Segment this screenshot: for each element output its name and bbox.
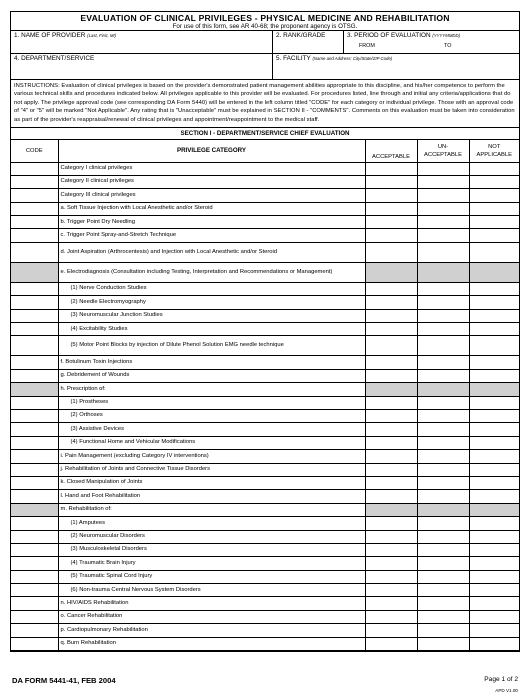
table-header-row (11, 140, 519, 162)
privilege-row (11, 229, 519, 242)
unacceptable-column-header (417, 140, 469, 162)
acceptable-cell[interactable] (365, 296, 417, 309)
acceptable-cell[interactable] (365, 202, 417, 215)
code-cell[interactable] (11, 323, 58, 336)
not-applicable-cell[interactable] (469, 557, 519, 570)
privilege-label: q. Burn Rehabilitation (58, 637, 365, 650)
privilege-label: (3) Assistive Devices (58, 423, 365, 436)
not-applicable-cell[interactable] (469, 410, 519, 423)
rank-grade-field[interactable] (273, 31, 344, 53)
form-header (11, 12, 519, 31)
not-applicable-cell[interactable] (469, 597, 519, 610)
privilege-label: Category I clinical privileges (58, 162, 365, 175)
privilege-label: o. Cancer Rehabilitation (58, 610, 365, 623)
privilege-row (11, 369, 519, 382)
acceptable-cell[interactable] (365, 356, 417, 369)
code-cell[interactable] (11, 282, 58, 295)
acceptable-cell[interactable] (365, 282, 417, 295)
privilege-row (11, 202, 519, 215)
privilege-label: (5) Traumatic Spinal Cord Injury (58, 570, 365, 583)
privilege-row (11, 296, 519, 309)
acceptable-cell[interactable] (365, 503, 417, 516)
privilege-row (11, 490, 519, 503)
not-applicable-cell[interactable] (469, 543, 519, 556)
not-applicable-cell[interactable] (469, 530, 519, 543)
section-title: SECTION I - DEPARTMENT/SERVICE CHIEF EVALUATION (11, 128, 519, 140)
unacceptable-cell[interactable] (417, 369, 469, 382)
unacceptable-cell[interactable] (417, 503, 469, 516)
privilege-row (11, 162, 519, 175)
period-to-label: TO (444, 43, 452, 49)
privilege-label: l. Hand and Foot Rehabilitation (58, 490, 365, 503)
acceptable-cell[interactable] (365, 490, 417, 503)
privilege-label: (6) Non-trauma Central Nervous System Disorders (58, 584, 365, 597)
not-applicable-cell[interactable] (469, 336, 519, 356)
unacceptable-cell[interactable] (417, 296, 469, 309)
privilege-row (11, 597, 519, 610)
privilege-row (11, 336, 519, 356)
code-cell[interactable] (11, 570, 58, 583)
acceptable-cell[interactable] (365, 597, 417, 610)
code-cell[interactable] (11, 557, 58, 570)
acceptable-cell[interactable] (365, 450, 417, 463)
code-cell[interactable] (11, 450, 58, 463)
not-applicable-cell[interactable] (469, 637, 519, 650)
privilege-label: i. Pain Management (excluding Category IV interventions) (58, 450, 365, 463)
not-applicable-cell[interactable] (469, 282, 519, 295)
privilege-row (11, 503, 519, 516)
not-applicable-label-line2: APPLICABLE (476, 151, 512, 158)
not-applicable-label-line1: NOT (488, 143, 501, 150)
unacceptable-label-line1: UN- (437, 143, 449, 150)
privilege-row (11, 557, 519, 570)
apd-version: APD V1.00 (495, 688, 518, 693)
unacceptable-cell[interactable] (417, 262, 469, 282)
privilege-label: h. Prescription of: (58, 383, 365, 396)
privilege-label: n. HIV/AIDS Rehabilitation (58, 597, 365, 610)
unacceptable-cell[interactable] (417, 597, 469, 610)
privilege-label: (2) Neuromuscular Disorders (58, 530, 365, 543)
unacceptable-cell[interactable] (417, 356, 469, 369)
form-title: EVALUATION OF CLINICAL PRIVILEGES - PHYSICAL MEDICINE AND REHABILITATION (80, 13, 450, 23)
acceptable-cell[interactable] (365, 436, 417, 449)
code-cell[interactable] (11, 503, 58, 516)
not-applicable-cell[interactable] (469, 503, 519, 516)
code-cell[interactable] (11, 530, 58, 543)
acceptable-cell[interactable] (365, 423, 417, 436)
unacceptable-cell[interactable] (417, 476, 469, 489)
privileges-table-body (11, 162, 519, 651)
code-cell[interactable] (11, 189, 58, 202)
provider-name-field[interactable] (11, 31, 273, 53)
code-cell[interactable] (11, 242, 58, 262)
code-column-header: CODE (11, 140, 58, 162)
privilege-row (11, 309, 519, 322)
period-hint: (YYYYMMDD) (432, 33, 461, 38)
unacceptable-label-line2: ACCEPTABLE (424, 151, 462, 158)
privilege-row (11, 282, 519, 295)
privilege-label: (1) Amputees (58, 517, 365, 530)
unacceptable-cell[interactable] (417, 410, 469, 423)
privilege-label: (3) Neuromuscular Junction Studies (58, 309, 365, 322)
privilege-label: c. Trigger Point Spray-and-Stretch Technique (58, 229, 365, 242)
code-cell[interactable] (11, 423, 58, 436)
department-facility-row (11, 54, 519, 80)
acceptable-cell[interactable] (365, 336, 417, 356)
acceptable-cell[interactable] (365, 463, 417, 476)
privilege-row (11, 584, 519, 597)
not-applicable-cell[interactable] (469, 490, 519, 503)
acceptable-cell[interactable] (365, 530, 417, 543)
page-number: Page 1 of 2 (484, 676, 518, 683)
acceptable-cell[interactable] (365, 637, 417, 650)
facility-field[interactable] (273, 54, 519, 79)
not-applicable-cell[interactable] (469, 423, 519, 436)
privilege-row (11, 463, 519, 476)
code-cell[interactable] (11, 162, 58, 175)
unacceptable-cell[interactable] (417, 309, 469, 322)
form-number: DA FORM 5441-41, FEB 2004 (12, 676, 116, 685)
unacceptable-cell[interactable] (417, 189, 469, 202)
unacceptable-cell[interactable] (417, 436, 469, 449)
privilege-row (11, 530, 519, 543)
not-applicable-cell[interactable] (469, 436, 519, 449)
provider-info-row (11, 31, 519, 54)
privilege-label: e. Electrodiagnosis (Consultation including Testing, Interpretation and Recommendations or Management) (58, 262, 365, 282)
code-cell[interactable] (11, 216, 58, 229)
unacceptable-cell[interactable] (417, 423, 469, 436)
acceptable-cell[interactable] (365, 557, 417, 570)
acceptable-cell[interactable] (365, 323, 417, 336)
privilege-row (11, 410, 519, 423)
not-applicable-cell[interactable] (469, 476, 519, 489)
privilege-label: (1) Prostheses (58, 396, 365, 409)
code-cell[interactable] (11, 610, 58, 623)
not-applicable-cell[interactable] (469, 610, 519, 623)
code-cell[interactable] (11, 396, 58, 409)
not-applicable-cell[interactable] (469, 383, 519, 396)
not-applicable-cell[interactable] (469, 356, 519, 369)
code-cell[interactable] (11, 517, 58, 530)
unacceptable-cell[interactable] (417, 624, 469, 637)
acceptable-cell[interactable] (365, 543, 417, 556)
privilege-label: a. Soft Tissue Injection with Local Anesthetic and/or Steroid (58, 202, 365, 215)
evaluation-form (10, 11, 520, 652)
code-cell[interactable] (11, 336, 58, 356)
unacceptable-cell[interactable] (417, 517, 469, 530)
privilege-label: b. Trigger Point Dry Needling (58, 216, 365, 229)
not-applicable-cell[interactable] (469, 517, 519, 530)
not-applicable-cell[interactable] (469, 189, 519, 202)
department-label: 4. DEPARTMENT/SERVICE (14, 55, 95, 62)
privilege-row (11, 436, 519, 449)
privilege-label: (2) Orthoses (58, 410, 365, 423)
acceptable-cell[interactable] (365, 396, 417, 409)
privilege-row (11, 637, 519, 650)
acceptable-cell[interactable] (365, 309, 417, 322)
code-cell[interactable] (11, 202, 58, 215)
privilege-row (11, 242, 519, 262)
acceptable-cell[interactable] (365, 369, 417, 382)
acceptable-cell[interactable] (365, 229, 417, 242)
code-cell[interactable] (11, 476, 58, 489)
privilege-category-header: PRIVILEGE CATEGORY (58, 140, 365, 162)
unacceptable-cell[interactable] (417, 610, 469, 623)
privilege-label: (4) Excitability Studies (58, 323, 365, 336)
not-applicable-cell[interactable] (469, 624, 519, 637)
code-cell[interactable] (11, 383, 58, 396)
privilege-label: (4) Functional Home and Vehicular Modifications (58, 436, 365, 449)
acceptable-column-header (365, 140, 417, 162)
unacceptable-cell[interactable] (417, 557, 469, 570)
acceptable-cell[interactable] (365, 570, 417, 583)
privilege-row (11, 323, 519, 336)
privilege-label: m. Rehabilitation of: (58, 503, 365, 516)
code-cell[interactable] (11, 175, 58, 188)
privilege-label: f. Botulinum Toxin Injections (58, 356, 365, 369)
privilege-label: (2) Needle Electromyography (58, 296, 365, 309)
unacceptable-cell[interactable] (417, 396, 469, 409)
code-cell[interactable] (11, 597, 58, 610)
period-from-label: FROM (359, 43, 375, 49)
privilege-label: (3) Musculoskeletal Disorders (58, 543, 365, 556)
privilege-label: j. Rehabilitation of Joints and Connective Tissue Disorders (58, 463, 365, 476)
privileges-table (11, 140, 519, 651)
acceptable-cell[interactable] (365, 262, 417, 282)
facility-label: 5. FACILITY (276, 55, 311, 62)
privilege-label: d. Joint Aspiration (Arthrocentesis) and Injection with Local Anesthetic and/or Steroid (58, 242, 365, 262)
code-cell[interactable] (11, 543, 58, 556)
privilege-row (11, 262, 519, 282)
acceptable-cell[interactable] (365, 410, 417, 423)
not-applicable-cell[interactable] (469, 463, 519, 476)
not-applicable-cell[interactable] (469, 162, 519, 175)
privilege-row (11, 189, 519, 202)
not-applicable-cell[interactable] (469, 229, 519, 242)
code-cell[interactable] (11, 624, 58, 637)
not-applicable-cell[interactable] (469, 262, 519, 282)
instructions-text: INSTRUCTIONS: Evaluation of clinical privileges is based on the provider's demonstrated patient management abilities appropriate to this discipline, and his/her competence to perform the various technical skills and procedures indicated below. All privileges applicable to this provider will be evaluated. For procedures listed, line through and initial any criteria/applications that do not apply. The privilege approval code (see corresponding DA Form 5440) will be entered in the left column titled "CODE" for each category or individual privilege. Those with an approval code of "4" or "5" will be marked "Not Applicable". Any rating that is "Unacceptable" must be explained in SECTION II - "COMMENTS". Comments on this evaluation must be taken into consideration as part of the provider's reappraisal/renewal of clinical privileges and appointment/reappointment to the medical staff. (11, 80, 519, 128)
unacceptable-cell[interactable] (417, 450, 469, 463)
not-applicable-cell[interactable] (469, 296, 519, 309)
unacceptable-cell[interactable] (417, 637, 469, 650)
privilege-label: (1) Nerve Conduction Studies (58, 282, 365, 295)
acceptable-cell[interactable] (365, 624, 417, 637)
privilege-label: Category II clinical privileges (58, 175, 365, 188)
privilege-label: (4) Traumatic Brain Injury (58, 557, 365, 570)
privilege-row (11, 383, 519, 396)
code-cell[interactable] (11, 309, 58, 322)
acceptable-cell[interactable] (365, 242, 417, 262)
acceptable-cell[interactable] (365, 175, 417, 188)
privilege-label: (5) Motor Point Blocks by injection of Dilute Phenol Solution EMG needle technique (58, 336, 365, 356)
not-applicable-cell[interactable] (469, 216, 519, 229)
unacceptable-cell[interactable] (417, 242, 469, 262)
not-applicable-cell[interactable] (469, 242, 519, 262)
privilege-row (11, 517, 519, 530)
unacceptable-cell[interactable] (417, 282, 469, 295)
not-applicable-cell[interactable] (469, 309, 519, 322)
unacceptable-cell[interactable] (417, 175, 469, 188)
code-cell[interactable] (11, 262, 58, 282)
code-cell[interactable] (11, 356, 58, 369)
period-of-evaluation-field[interactable] (344, 31, 519, 53)
not-applicable-cell[interactable] (469, 584, 519, 597)
period-label: 3. PERIOD OF EVALUATION (347, 32, 431, 39)
acceptable-cell[interactable] (365, 610, 417, 623)
unacceptable-cell[interactable] (417, 336, 469, 356)
acceptable-cell[interactable] (365, 584, 417, 597)
privilege-row (11, 175, 519, 188)
unacceptable-cell[interactable] (417, 463, 469, 476)
acceptable-cell[interactable] (365, 189, 417, 202)
facility-hint: (Name and Address: City/State/ZIP Code) (312, 56, 393, 61)
acceptable-cell[interactable] (365, 476, 417, 489)
code-cell[interactable] (11, 584, 58, 597)
not-applicable-cell[interactable] (469, 323, 519, 336)
privilege-row (11, 450, 519, 463)
code-cell[interactable] (11, 410, 58, 423)
code-cell[interactable] (11, 229, 58, 242)
acceptable-cell[interactable] (365, 216, 417, 229)
code-cell[interactable] (11, 637, 58, 650)
unacceptable-cell[interactable] (417, 323, 469, 336)
privilege-row (11, 423, 519, 436)
acceptable-cell[interactable] (365, 383, 417, 396)
rank-grade-label: 2. RANK/GRADE (276, 32, 326, 39)
privilege-row (11, 356, 519, 369)
code-cell[interactable] (11, 463, 58, 476)
department-field[interactable] (11, 54, 273, 79)
not-applicable-column-header (469, 140, 519, 162)
form-subtitle: For use of this form, see AR 40-68; the proponent agency is OTSG. (172, 23, 358, 30)
not-applicable-cell[interactable] (469, 570, 519, 583)
unacceptable-cell[interactable] (417, 490, 469, 503)
code-cell[interactable] (11, 490, 58, 503)
unacceptable-cell[interactable] (417, 383, 469, 396)
provider-name-hint: (Last, First, MI) (87, 33, 117, 38)
unacceptable-cell[interactable] (417, 202, 469, 215)
not-applicable-cell[interactable] (469, 202, 519, 215)
code-cell[interactable] (11, 369, 58, 382)
not-applicable-cell[interactable] (469, 450, 519, 463)
not-applicable-cell[interactable] (469, 396, 519, 409)
privilege-label: p. Cardiopulmonary Rehabilitation (58, 624, 365, 637)
unacceptable-cell[interactable] (417, 530, 469, 543)
unacceptable-cell[interactable] (417, 229, 469, 242)
privilege-row (11, 216, 519, 229)
unacceptable-cell[interactable] (417, 216, 469, 229)
unacceptable-cell[interactable] (417, 570, 469, 583)
privilege-row (11, 610, 519, 623)
privilege-row (11, 543, 519, 556)
unacceptable-cell[interactable] (417, 543, 469, 556)
privilege-row (11, 624, 519, 637)
unacceptable-cell[interactable] (417, 584, 469, 597)
provider-name-label: 1. NAME OF PROVIDER (14, 32, 86, 39)
unacceptable-cell[interactable] (417, 162, 469, 175)
privilege-label: Category III clinical privileges (58, 189, 365, 202)
not-applicable-cell[interactable] (469, 369, 519, 382)
acceptable-cell[interactable] (365, 162, 417, 175)
acceptable-label: ACCEPTABLE (372, 153, 410, 160)
privilege-row (11, 570, 519, 583)
privilege-label: k. Closed Manipulation of Joints (58, 476, 365, 489)
not-applicable-cell[interactable] (469, 175, 519, 188)
privilege-label: g. Debridement of Wounds (58, 369, 365, 382)
privilege-row (11, 476, 519, 489)
code-cell[interactable] (11, 436, 58, 449)
acceptable-cell[interactable] (365, 517, 417, 530)
privilege-row (11, 396, 519, 409)
code-cell[interactable] (11, 296, 58, 309)
